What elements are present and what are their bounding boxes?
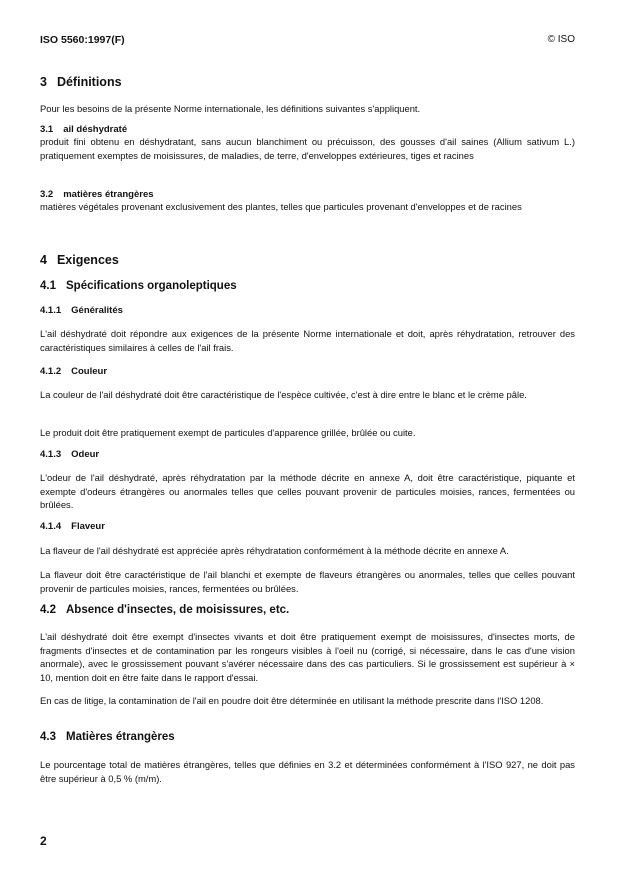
- section-4-1-3-text: [40, 471, 575, 512]
- subsection-title: Odeur: [71, 449, 100, 460]
- section-4-1-heading: [40, 280, 575, 292]
- paragraph: La flaveur de l'ail déshydraté est appréciée après réhydratation conformément à la méthode décrite en annexe A.: [40, 545, 509, 556]
- section-4-3-heading: [40, 731, 575, 743]
- subsection-title: Matières étrangères: [66, 731, 175, 743]
- section-4-1-2-text-2: [40, 426, 575, 440]
- subsection-title: Couleur: [71, 366, 108, 377]
- section-4-1-2-text-1: [40, 388, 575, 402]
- subsection-title: Généralités: [71, 305, 123, 316]
- definition-3-2: [40, 189, 575, 214]
- paragraph: La flaveur doit être caractéristique de l'ail blanchi et exempte de flaveurs étrangères ou anormales, telles que celles pouvant provenir de particules moisies, rances, fermentées ou brûlées.: [40, 569, 575, 594]
- section-3-heading: [40, 75, 575, 89]
- definition-3-1: [40, 124, 575, 162]
- paragraph: Pour les besoins de la présente Norme internationale, les définitions suivantes s'appliquent.: [40, 103, 421, 114]
- subsection-number: 4.3: [40, 731, 56, 743]
- copyright: © ISO: [547, 34, 575, 45]
- subsection-number: 4.1.1: [40, 305, 62, 316]
- subsection-number: 4.1.4: [40, 521, 62, 532]
- paragraph: L'odeur de l'ail déshydraté, après réhydratation par la méthode décrite en annexe A, doit être caractéristique, piquante et exempte d'odeurs étrangères ou anormales telles que celles pouvant provenir de particules moisies, rances, fermentées ou brûlées.: [40, 472, 575, 510]
- definition-number: 3.1: [40, 124, 54, 135]
- section-4-heading: [40, 253, 575, 267]
- section-4-1-2-heading: [40, 366, 575, 377]
- subsection-title: Flaveur: [71, 521, 105, 532]
- section-title: Définitions: [56, 75, 122, 89]
- section-4-2-text-1: [40, 630, 575, 684]
- section-4-2-text-2: [40, 694, 575, 708]
- subsection-title: Spécifications organoleptiques: [66, 280, 237, 292]
- definition-term: ail déshydraté: [63, 124, 128, 135]
- section-3-intro: [40, 102, 575, 116]
- standard-id: ISO 5560:1997(F): [40, 34, 125, 46]
- subsection-number: 4.2: [40, 604, 56, 616]
- section-number: 3: [40, 75, 47, 89]
- subsection-number: 4.1: [40, 280, 56, 292]
- section-4-1-3-heading: [40, 449, 575, 460]
- page-number: 2: [40, 834, 47, 848]
- paragraph: La couleur de l'ail déshydraté doit être caractéristique de l'espèce cultivée, c'est à dire entre le blanc et le crème pâle.: [40, 389, 527, 400]
- subsection-number: 4.1.3: [40, 449, 62, 460]
- paragraph: Le pourcentage total de matières étrangères, telles que définies en 3.2 et déterminées conformément à l'ISO 927, ne doit pas être supérieur à 0,5 % (m/m).: [40, 759, 575, 784]
- definition-text: produit fini obtenu en déshydratant, sans aucun blanchiment ou précuisson, des gousses d'ail saines (Allium sativum L.) pratiquement exemptes de moisissures, de maladies, de terre, d'enveloppes extérieures, tiges et racines: [40, 136, 575, 161]
- definition-number: 3.2: [40, 189, 54, 200]
- section-4-2-heading: [40, 604, 575, 616]
- section-4-1-1-text: [40, 327, 575, 354]
- section-4-1-4-heading: [40, 521, 575, 532]
- section-4-1-4-text-2: [40, 568, 575, 595]
- section-4-3-text: [40, 758, 575, 785]
- subsection-title: Absence d'insectes, de moisissures, etc.: [66, 604, 290, 616]
- paragraph: L'ail déshydraté doit être exempt d'insectes vivants et doit être pratiquement exempt de moisissures, d'insectes morts, de fragments d'insectes et de contamination par les rongeurs visibles à l'oeil nu (corrigé, si nécessaire, dans le cas d'une vision anormale), avec le grossissement pouvant s'avérer nécessaire dans des cas particuliers. Si le grossissement est supérieur à × 10, mention doit en être faite dans le rapport d'essai.: [40, 631, 575, 683]
- paragraph: Le produit doit être pratiquement exempt de particules d'apparence grillée, brûlée ou cuite.: [40, 427, 416, 438]
- definition-term: matières étrangères: [63, 189, 154, 200]
- definition-text: matières végétales provenant exclusivement des plantes, telles que particules provenant d'enveloppes et de racines: [40, 201, 522, 212]
- section-4-1-1-heading: [40, 305, 575, 316]
- paragraph: En cas de litige, la contamination de l'ail en poudre doit être déterminée en utilisant la méthode prescrite dans l'ISO 1208.: [40, 695, 544, 706]
- paragraph: L'ail déshydraté doit répondre aux exigences de la présente Norme internationale et doit, après réhydratation, retrouver des caractéristiques similaires à celles de l'ail frais.: [40, 328, 575, 353]
- subsection-number: 4.1.2: [40, 366, 62, 377]
- section-title: Exigences: [56, 253, 119, 267]
- section-number: 4: [40, 253, 47, 267]
- section-4-1-4-text-1: [40, 544, 575, 558]
